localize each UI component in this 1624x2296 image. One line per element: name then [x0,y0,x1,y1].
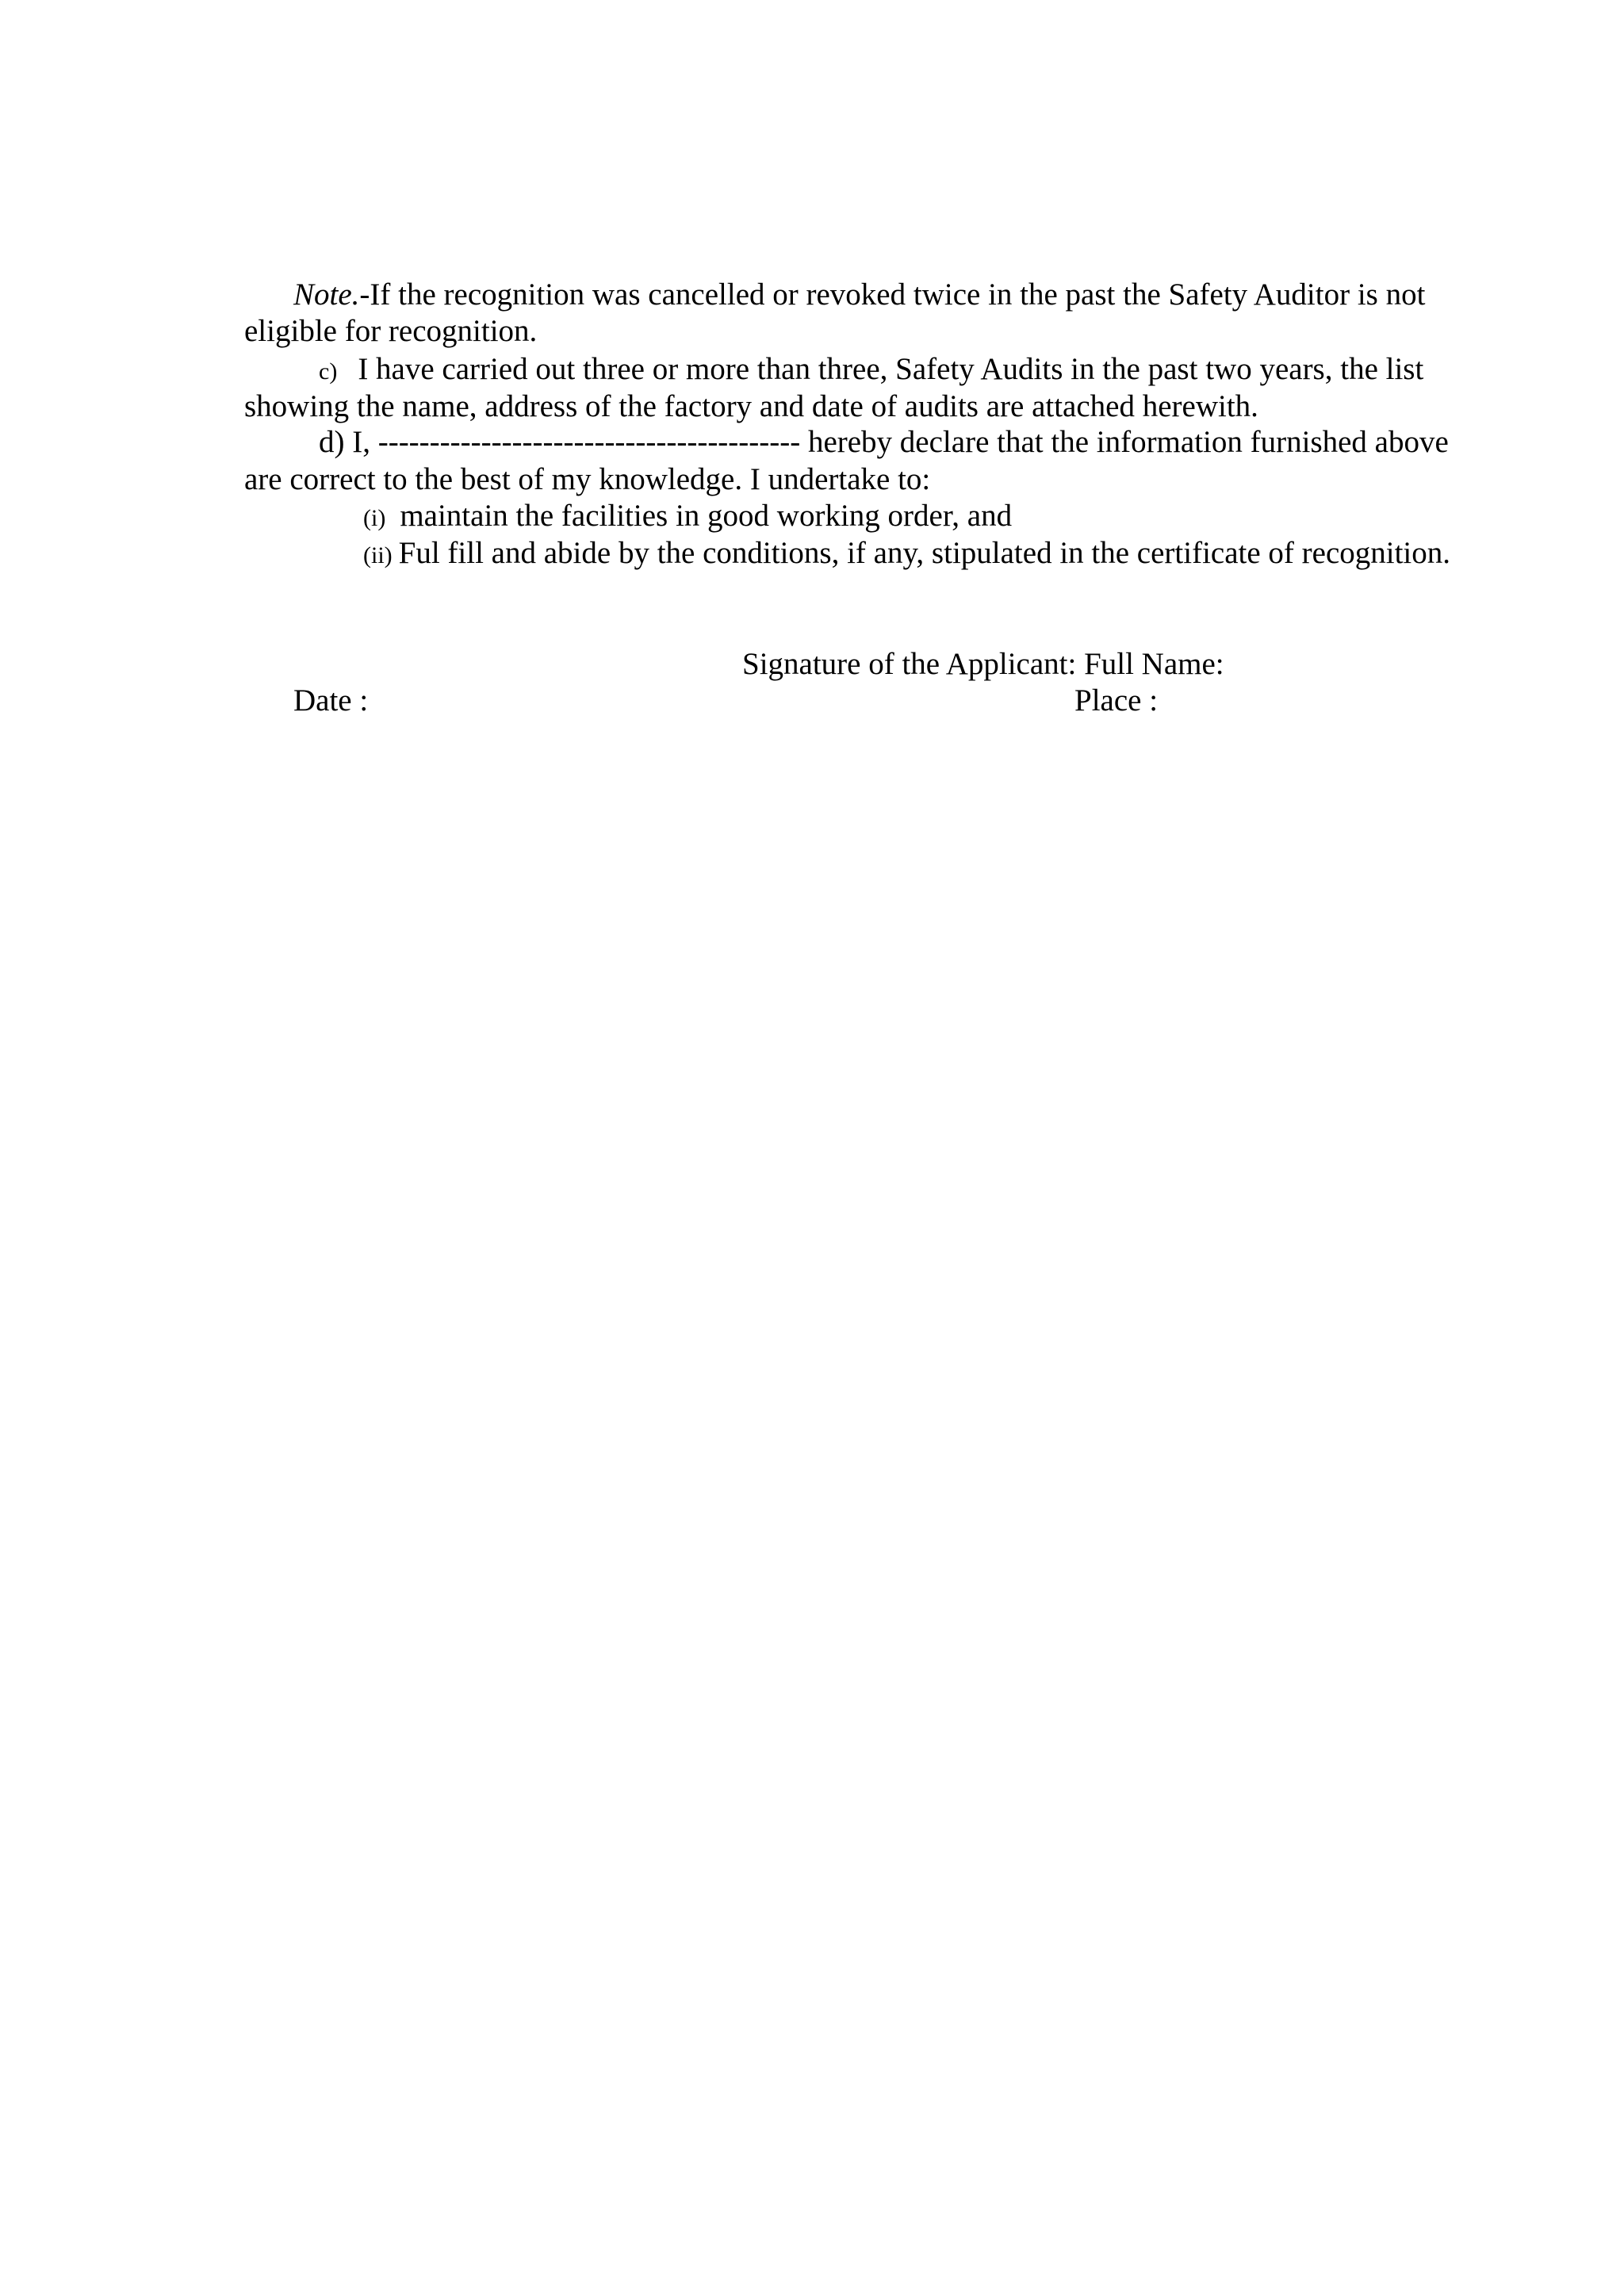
place-label: Place : [1074,683,1159,718]
undertaking-item [363,535,1450,574]
item-c-text: I have carried out three or more than three, Safety Audits in the past two years, the list [358,352,1424,386]
undertaking-text: Ful fill and abide by the conditions, if any, stipulated in the certificate of recognition. [398,536,1451,570]
item-d-line-2: are correct to the best of my knowledge. I undertake to: [244,462,931,496]
undertaking-marker: (i) [363,505,386,531]
item-d-line-1: d) I, ----------------------------------------- hereby declare that the information furnished above [319,425,1449,459]
note-text: -If the recognition was cancelled or revoked twice in the past the Safety Auditor is not [359,277,1426,312]
note-label: Note. [293,277,360,312]
item-c-line-2: showing the name, address of the factory and date of audits are attached herewith. [244,389,1258,423]
undertaking-marker: (ii) [363,542,393,568]
signature-label: Signature of the Applicant: Full Name: [742,647,1224,681]
item-c-line-1 [319,351,1423,390]
undertaking-item [363,498,1012,537]
undertaking-text: maintain the facilities in good working order, and [400,499,1013,533]
note-line-1 [293,277,1467,313]
item-c-marker: c) [319,358,338,385]
note-line-2: eligible for recognition. [244,314,538,348]
date-label: Date : [293,683,369,718]
